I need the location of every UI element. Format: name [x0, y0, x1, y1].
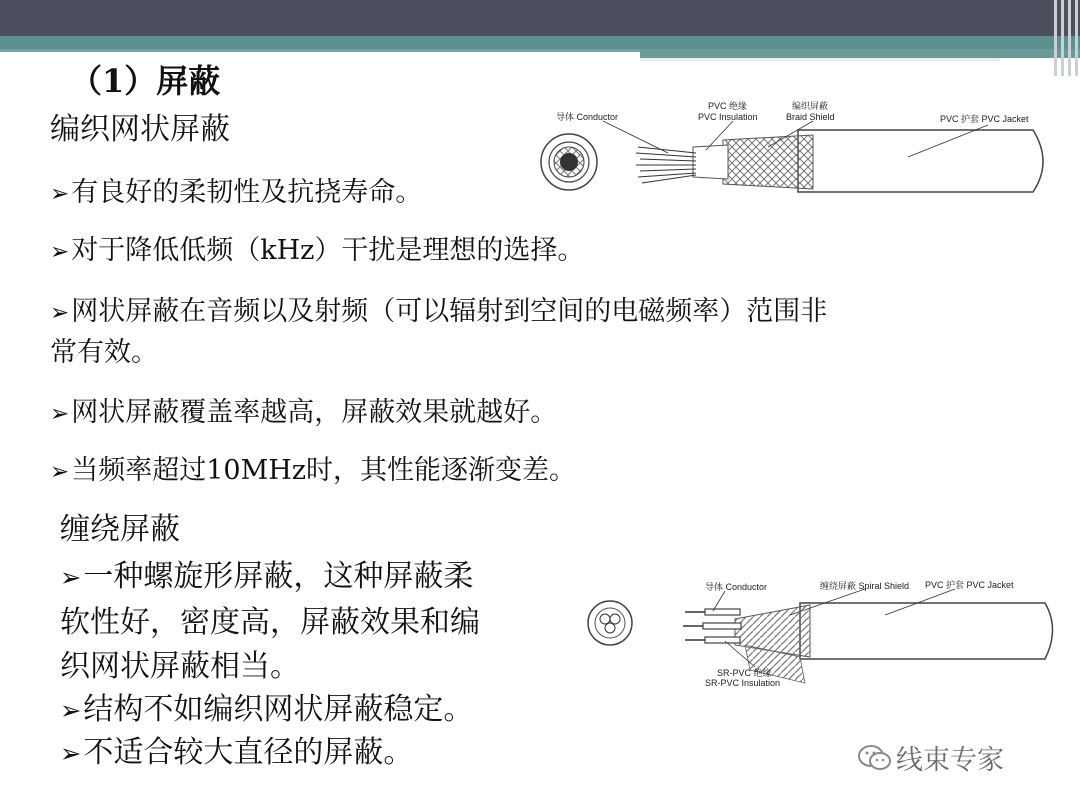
arrow-bullet-icon: ➢ — [50, 181, 70, 207]
braid-bullet: ➢网状屏蔽覆盖率越高，屏蔽效果就越好。 — [50, 397, 558, 428]
section-title: （1）屏蔽 — [70, 62, 221, 100]
braid-insulation-label-cn: PVC 绝缘 — [708, 101, 748, 111]
wechat-icon — [858, 744, 892, 772]
header-band-highlight — [640, 58, 1000, 61]
spiral-heading: 缠绕屏蔽 — [60, 512, 180, 547]
braid-shield-label-en: Braid Shield — [786, 112, 835, 122]
arrow-bullet-icon: ➢ — [60, 739, 82, 769]
spiral-shield-label: 缠绕屏蔽 Spiral Shield — [820, 581, 910, 591]
header-stripes — [1046, 0, 1080, 76]
braid-bullet-continuation: 常有效。 — [50, 337, 158, 368]
header-divider-line — [0, 49, 640, 52]
spiral-jacket-label: PVC 护套 PVC Jacket — [925, 580, 1014, 590]
braid-insulation-label-en: PVC Insulation — [698, 112, 758, 122]
braid-heading: 编织网状屏蔽 — [50, 112, 230, 147]
arrow-bullet-icon: ➢ — [50, 459, 70, 485]
spiral-cable-figure — [585, 575, 1065, 695]
braid-bullet: ➢当频率超过10MHz时，其性能逐渐变差。 — [50, 455, 577, 486]
header-band-teal — [0, 36, 1080, 49]
spiral-bullet-continuation: 织网状屏蔽相当。 — [60, 649, 300, 684]
arrow-bullet-icon: ➢ — [60, 696, 82, 726]
braid-bullet: ➢有良好的柔韧性及抗挠寿命。 — [50, 177, 423, 208]
spiral-bullet: ➢一种螺旋形屏蔽，这种屏蔽柔 — [60, 559, 474, 594]
header-band-accent — [640, 49, 1080, 58]
spiral-conductor-label: 导体 Conductor — [705, 582, 768, 592]
spiral-insulation-label-en: SR-PVC Insulation — [705, 678, 781, 688]
braid-jacket-label: PVC 护套 PVC Jacket — [940, 114, 1029, 124]
arrow-bullet-icon: ➢ — [50, 239, 70, 265]
braid-bullet: ➢对于降低低频（kHz）干扰是理想的选择。 — [50, 235, 585, 266]
spiral-bullet: ➢不适合较大直径的屏蔽。 — [60, 735, 414, 770]
spiral-bullet: ➢结构不如编织网状屏蔽稳定。 — [60, 692, 474, 727]
arrow-bullet-icon: ➢ — [50, 401, 70, 427]
header-band-dark — [0, 0, 1080, 36]
braid-bullet: ➢网状屏蔽在音频以及射频（可以辐射到空间的电磁频率）范围非 — [50, 296, 828, 327]
spiral-insulation-label-cn: SR-PVC 绝缘 — [717, 668, 772, 678]
arrow-bullet-icon: ➢ — [50, 300, 70, 326]
arrow-bullet-icon: ➢ — [60, 563, 82, 593]
spiral-bullet-continuation: 软性好，密度高，屏蔽效果和编 — [60, 605, 480, 640]
watermark-text: 线束专家 — [896, 745, 1004, 776]
braid-shield-label-cn: 编织屏蔽 — [792, 101, 829, 111]
braid-conductor-label: 导体 Conductor — [556, 112, 619, 122]
